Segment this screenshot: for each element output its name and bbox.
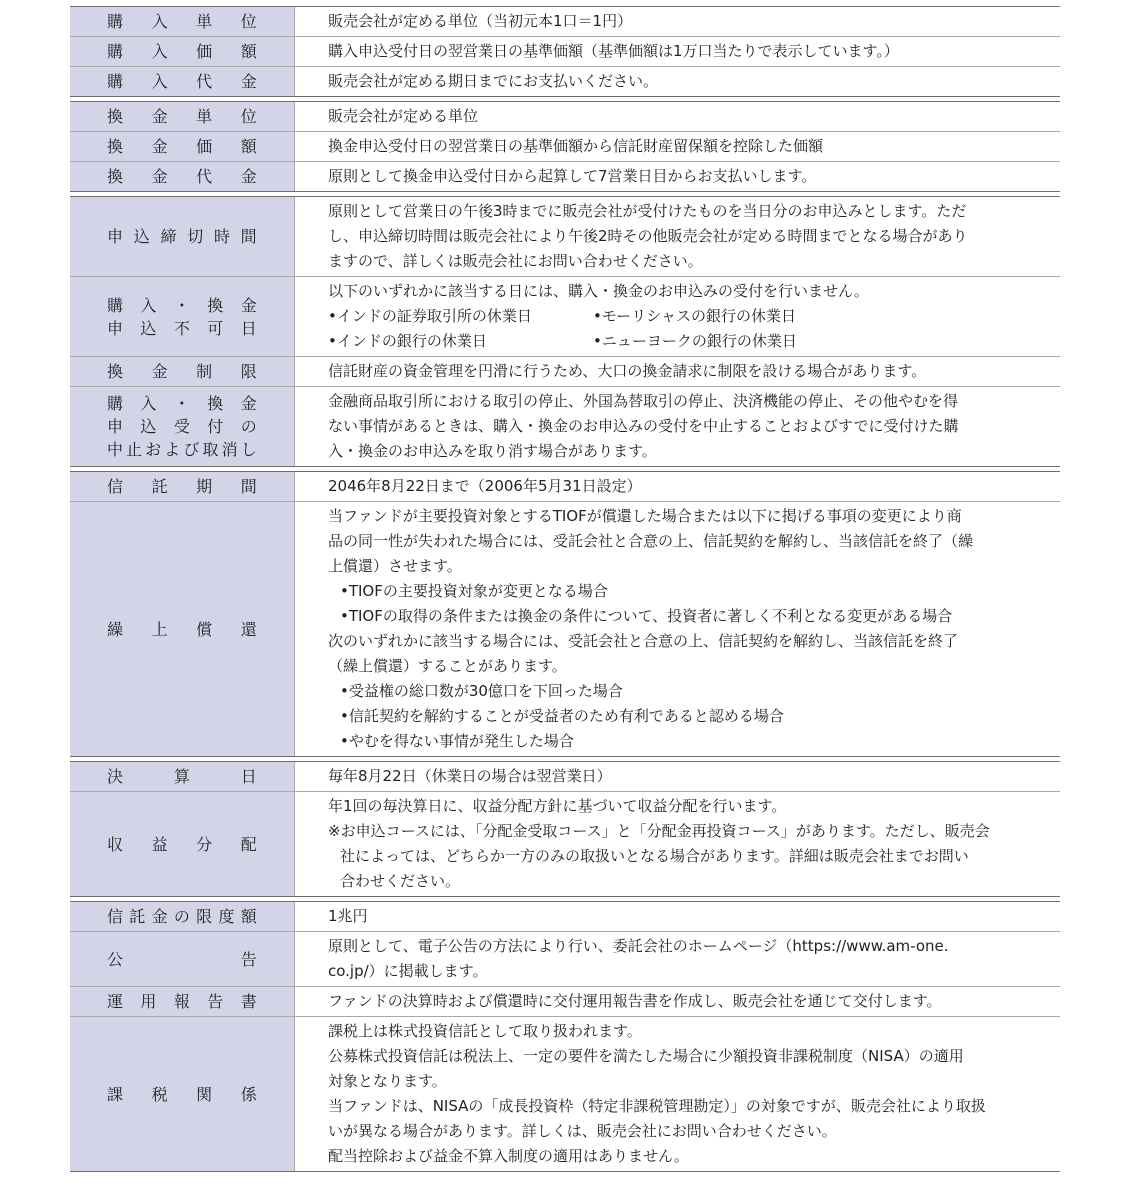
content-line: •受益権の総口数が30億口を下回った場合 <box>340 682 623 700</box>
content-line: （繰上償還）することがあります。 <box>328 657 567 675</box>
note-line: 合わせください。 <box>340 872 461 890</box>
row-label-line: 信 託 金 の 限 度 額 <box>107 907 257 926</box>
row-content <box>295 932 1060 986</box>
content-line: 品の同一性が失われた場合には、受託会社と合意の上、信託契約を解約し、当該信託を終了（繰 <box>328 532 974 550</box>
content-text: 換金申込受付日の翌営業日の基準価額から信託財産留保額を控除した価額 <box>328 137 824 155</box>
list-item: •インドの証券取引所の休業日 <box>328 307 532 325</box>
row-label <box>70 7 295 36</box>
list-item: •ニューヨークの銀行の休業日 <box>593 332 797 350</box>
row-content <box>295 987 1060 1016</box>
content-line: 年1回の毎決算日に、収益分配方針に基づいて収益分配を行います。 <box>328 797 787 815</box>
row-content <box>295 132 1060 161</box>
table-row <box>70 161 1060 191</box>
table-row <box>70 931 1060 986</box>
content-line: 課税上は株式投資信託として取り扱われます。 <box>328 1022 642 1040</box>
row-label-line: 購 入 単 位 <box>107 12 257 31</box>
row-label <box>70 277 295 356</box>
content-line: 当ファンドが主要投資対象とするTIOFが償還した場合または以下に掲げる事項の変更により商 <box>328 507 962 525</box>
row-label-line: 申 込 不 可 日 <box>107 318 257 338</box>
table-row <box>70 791 1060 896</box>
row-content <box>295 792 1060 896</box>
row-label-line: 信 託 期 間 <box>107 477 257 496</box>
row-label <box>70 102 295 131</box>
content-line: ますので、詳しくは販売会社にお問い合わせください。 <box>328 252 703 270</box>
row-content <box>295 357 1060 386</box>
row-label <box>70 37 295 66</box>
row-label <box>70 792 295 896</box>
note-line: 社によっては、どちらか一方のみの取扱いとなる場合があります。詳細は販売会社までお問い <box>340 847 969 865</box>
table-row <box>70 501 1060 756</box>
table-section <box>70 6 1060 97</box>
row-content <box>295 1017 1060 1171</box>
row-content <box>295 502 1060 756</box>
row-label-line: 購 入 ・ 換 金 <box>107 394 257 413</box>
row-label-line: 購 入 ・ 換 金 <box>107 295 257 315</box>
content-text: 信託財産の資金管理を円滑に行うため、大口の換金請求に制限を設ける場合があります。 <box>328 362 927 380</box>
content-line: co.jp/）に掲載します。 <box>328 962 488 980</box>
content-line: 上償還）させます。 <box>328 557 462 575</box>
table-row <box>70 1016 1060 1171</box>
row-content <box>295 277 1060 356</box>
row-label-line: 中 止 お よ び 取 消 し <box>107 440 257 459</box>
content-text: 販売会社が定める単位 <box>328 107 479 125</box>
content-line: 公募株式投資信託は税法上、一定の要件を満たした場合に少額投資非課税制度（NISA）の適用 <box>328 1047 964 1065</box>
content-line: 入・換金のお申込みを取り消す場合があります。 <box>328 442 657 460</box>
table-row <box>70 986 1060 1016</box>
fund-procedures-table <box>70 6 1060 1172</box>
table-section <box>70 901 1060 1172</box>
row-label <box>70 197 295 276</box>
row-label <box>70 762 295 791</box>
row-label <box>70 387 295 466</box>
row-label-line: 購 入 価 額 <box>107 42 257 61</box>
row-content <box>295 67 1060 96</box>
row-label <box>70 502 295 756</box>
table-row <box>70 386 1060 466</box>
content-text: 1兆円 <box>328 907 368 925</box>
row-label <box>70 987 295 1016</box>
content-text: 販売会社が定める単位（当初元本1口＝1円） <box>328 12 633 30</box>
table-section <box>70 196 1060 467</box>
content-line: •やむを得ない事情が発生した場合 <box>340 732 574 750</box>
content-text: 以下のいずれかに該当する日には、購入・換金のお申込みの受付を行いません。 <box>328 282 869 300</box>
row-content <box>295 387 1060 466</box>
content-text: ファンドの決算時および償還時に交付運用報告書を作成し、販売会社を通じて交付します。 <box>328 992 942 1010</box>
row-label-line: 換 金 代 金 <box>107 167 257 186</box>
row-content <box>295 102 1060 131</box>
row-label <box>70 132 295 161</box>
row-label-line: 申 込 受 付 の <box>107 417 257 436</box>
content-text: 購入申込受付日の翌営業日の基準価額（基準価額は1万口当たりで表示しています。） <box>328 42 899 60</box>
content-line: •信託契約を解約することが受益者のため有利であると認める場合 <box>340 707 784 725</box>
table-section <box>70 101 1060 192</box>
table-row <box>70 36 1060 66</box>
content-line: 金融商品取引所における取引の停止、外国為替取引の停止、決済機能の停止、その他やむを得 <box>328 392 959 410</box>
row-label-line: 換 金 単 位 <box>107 107 257 126</box>
list-item: •モーリシャスの銀行の休業日 <box>593 307 796 325</box>
row-label <box>70 1017 295 1171</box>
row-label <box>70 357 295 386</box>
table-section <box>70 761 1060 897</box>
table-row <box>70 472 1060 501</box>
row-label-line: 決 算 日 <box>107 767 257 786</box>
note-line: ※お申込コースには、「分配金受取コース」と「分配金再投資コース」があります。ただし、販売会 <box>328 822 990 840</box>
content-line: 配当控除および益金不算入制度の適用はありません。 <box>328 1147 689 1165</box>
row-content <box>295 762 1060 791</box>
row-content <box>295 472 1060 501</box>
table-row <box>70 7 1060 36</box>
row-content <box>295 902 1060 931</box>
row-label <box>70 162 295 191</box>
content-text: 販売会社が定める期日までにお支払いください。 <box>328 72 659 90</box>
row-content <box>295 37 1060 66</box>
content-line: •TIOFの取得の条件または換金の条件について、投資者に著しく不利となる変更がある場合 <box>340 607 953 625</box>
row-label <box>70 472 295 501</box>
content-text: 毎年8月22日（休業日の場合は翌営業日） <box>328 767 612 785</box>
row-label <box>70 932 295 986</box>
table-row <box>70 902 1060 931</box>
table-row <box>70 197 1060 276</box>
row-content <box>295 197 1060 276</box>
content-line: ない事情があるときは、購入・換金のお申込みの受付を中止することおよびすでに受付けた購 <box>328 417 959 435</box>
row-label-line: 繰 上 償 還 <box>107 619 257 639</box>
row-label-line: 購 入 代 金 <box>107 72 257 91</box>
content-line: 次のいずれかに該当する場合には、受託会社と合意の上、信託契約を解約し、当該信託を終了 <box>328 632 959 650</box>
row-label-line: 収 益 分 配 <box>107 834 257 854</box>
content-line: し、申込締切時間は販売会社により午後2時その他販売会社が定める時間までとなる場合があり <box>328 227 968 245</box>
content-line: 原則として営業日の午後3時までに販売会社が受付けたものを当日分のお申込みとします。ただ <box>328 202 967 220</box>
table-section <box>70 471 1060 757</box>
row-label-line: 課 税 関 係 <box>107 1084 257 1104</box>
bullet-row <box>328 329 1060 354</box>
row-content <box>295 7 1060 36</box>
row-label-line: 運 用 報 告 書 <box>107 992 257 1011</box>
table-row <box>70 276 1060 356</box>
row-label <box>70 67 295 96</box>
list-item: •インドの銀行の休業日 <box>328 332 487 350</box>
row-label-line: 換 金 制 限 <box>107 362 257 381</box>
bullet-row <box>328 304 1060 329</box>
content-text: 2046年8月22日まで（2006年5月31日設定） <box>328 477 642 495</box>
content-line: いが異なる場合があります。詳しくは、販売会社にお問い合わせください。 <box>328 1122 837 1140</box>
content-line: •TIOFの主要投資対象が変更となる場合 <box>340 582 608 600</box>
table-row <box>70 66 1060 96</box>
table-row <box>70 131 1060 161</box>
content-text: 原則として換金申込受付日から起算して7営業日目からお支払いします。 <box>328 167 817 185</box>
content-line: 対象となります。 <box>328 1072 447 1090</box>
table-row <box>70 356 1060 386</box>
table-row <box>70 762 1060 791</box>
row-content <box>295 162 1060 191</box>
table-row <box>70 102 1060 131</box>
row-label-line: 公 告 <box>107 949 257 969</box>
content-line: 原則として、電子公告の方法により行い、委託会社のホームページ（https://www.am-one. <box>328 937 949 955</box>
row-label <box>70 902 295 931</box>
content-line: 当ファンドは、NISAの「成長投資枠（特定非課税管理勘定）」の対象ですが、販売会社により取扱 <box>328 1097 986 1115</box>
row-label-line: 換 金 価 額 <box>107 137 257 156</box>
row-label-line: 申 込 締 切 時 間 <box>107 227 257 246</box>
